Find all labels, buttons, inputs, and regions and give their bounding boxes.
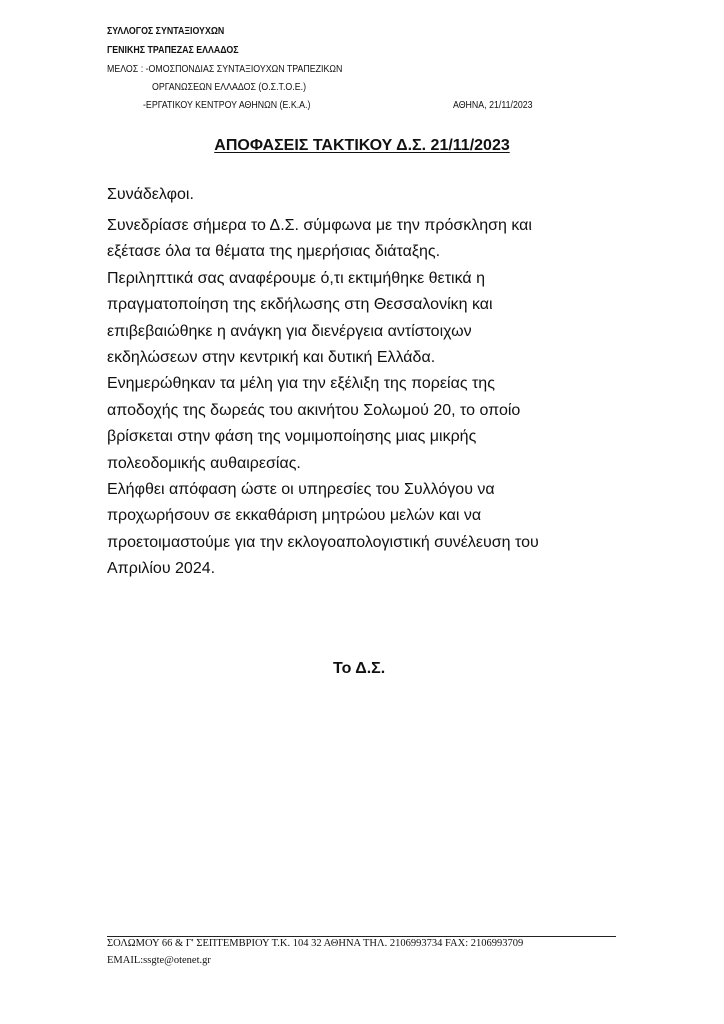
body-line: επιβεβαιώθηκε η ανάγκη για διενέργεια αντίστοιχων [107, 322, 472, 340]
letterhead-org-line1 [107, 21, 247, 39]
paragraph-meeting [107, 213, 539, 266]
body-line: πολεοδομικής αυθαιρεσίας. [107, 454, 301, 472]
org-subname: ΓΕΝΙΚΗΣ ΤΡΑΠΕΖΑΣ ΕΛΛΑΔΟΣ [107, 44, 239, 56]
signature: Το Δ.Σ. [333, 660, 386, 677]
paragraph-greeting [107, 182, 539, 208]
letterhead-org-line2 [107, 40, 264, 58]
member-line [107, 63, 342, 76]
footer-email: EMAIL:ssgte@otenet.gr [107, 955, 211, 966]
body-line: Ενημερώθηκαν τα μέλη για την εξέλιξη της πορείας της [107, 375, 495, 393]
org-name: ΣΥΛΛΟΓΟΣ ΣΥΝΤΑΞΙΟΥΧΩΝ [107, 25, 225, 37]
paragraph-decision [107, 477, 539, 583]
body-line: προχωρήσουν σε εκκαθάριση μητρώου μελών και να [107, 507, 482, 525]
document-body [107, 182, 539, 583]
body-line: βρίσκεται στην φάση της νομιμοποίησης μιας μικρής [107, 428, 477, 446]
document-title: ΑΠΟΦΑΣΕΙΣ ΤΑΚΤΙΚΟΥ Δ.Σ. 21/11/2023 [214, 137, 510, 154]
member-label: ΜΕΛΟΣ : [107, 63, 144, 75]
member-federation-cont: ΟΡΓΑΝΩΣΕΩΝ ΕΛΛΑΔΟΣ (Ο.Σ.Τ.Ο.Ε.) [152, 81, 307, 93]
body-line: Ελήφθει απόφαση ώστε οι υπηρεσίες του Συλλόγου να [107, 481, 495, 499]
paragraph-property [107, 371, 539, 477]
body-line: πραγματοποίηση της εκδήλωσης στη Θεσσαλονίκη και [107, 296, 493, 314]
place-date-block [453, 95, 548, 113]
letterhead-member-line3 [143, 95, 342, 113]
body-line: εκδηλώσεων στην κεντρική και δυτική Ελλάδα. [107, 349, 436, 367]
place-date: ΑΘΗΝΑ, 21/11/2023 [453, 99, 533, 111]
body-line: Περιληπτικά σας αναφέρουμε ό,τι εκτιμήθηκε θετικά η [107, 269, 485, 287]
paragraph-event [107, 266, 539, 372]
body-line: Απριλίου 2024. [107, 560, 216, 578]
body-line: προετοιμαστούμε για την εκλογοαπολογιστική συνέλευση του [107, 533, 539, 551]
letterhead-member-line1 [107, 59, 387, 77]
body-line: εξέτασε όλα τα θέματα της ημερήσιας διάταξης. [107, 243, 441, 261]
body-line: αποδοχής της δωρεάς του ακινήτου Σολωμού 20, το οποίο [107, 401, 521, 419]
body-line: Συνεδρίασε σήμερα το Δ.Σ. σύμφωνα με την πρόσκληση και [107, 217, 532, 234]
letterhead-member-line2 [152, 77, 335, 95]
footer-address: ΣΟΛΩΜΟΥ 66 & Γ' ΣΕΠΤΕΜΒΡΙΟΥ Τ.Κ. 104 32 ΑΘΗΝΑ ΤΗΛ. 2106993734 FAX: 2106993709 [107, 938, 524, 949]
member-federation: -ΟΜΟΣΠΟΝΔΙΑΣ ΣΥΝΤΑΞΙΟΥΧΩΝ ΤΡΑΠΕΖΙΚΩΝ [145, 63, 343, 75]
body-line: Συνάδελφοι. [107, 186, 194, 203]
member-labour-centre: -ΕΡΓΑΤΙΚΟΥ ΚΕΝΤΡΟΥ ΑΘΗΝΩΝ (Ε.Κ.Α.) [143, 99, 311, 111]
